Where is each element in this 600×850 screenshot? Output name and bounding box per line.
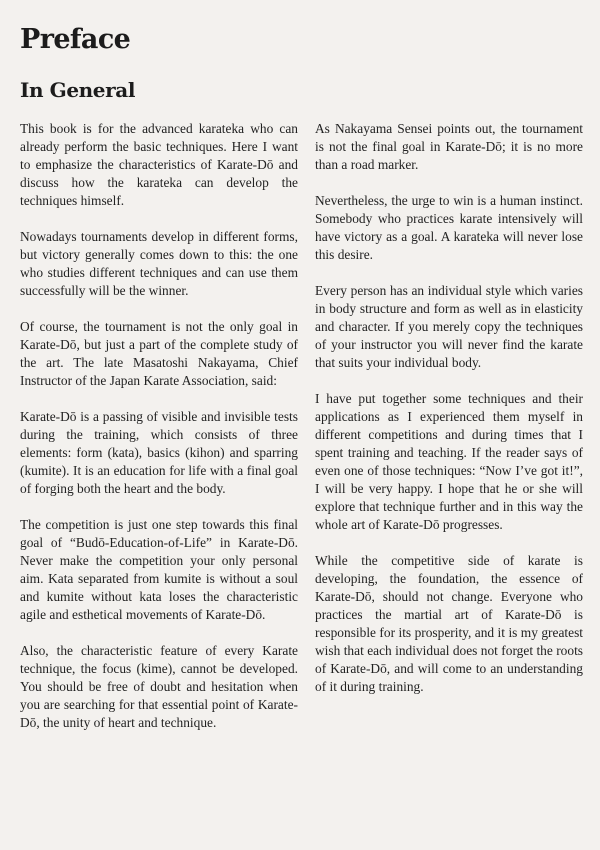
paragraph: Nevertheless, the urge to win is a human instinct. Somebody who practices karate intensively will have victory as a goal. A karateka will never lose this desire. xyxy=(315,193,583,262)
paragraph: While the competitive side of karate is developing, the foundation, the essence of Karate-Dō, should not change. Everyone who practices the martial art of Karate-Dō is responsible for its prosperity, and it is my greatest wish that each individual does not forget the roots of Karate-Dō, and will come to an understanding of it during training. xyxy=(315,553,583,694)
paragraph: Nowadays tournaments develop in different forms, but victory generally comes down to this: the one who studies different techniques and can use them successfully will be the winner. xyxy=(20,229,298,298)
page-title: Preface xyxy=(20,24,131,55)
left-text-column xyxy=(20,120,298,750)
paragraph: As Nakayama Sensei points out, the tournament is not the final goal in Karate-Dō; it is no more than a road marker. xyxy=(315,121,583,172)
paragraph: The competition is just one step towards this final goal of “Budō-Education-of-Life” in Karate-Dō. Never make the competition your only personal aim. Kata separated from kumite is without a soul and kumite without kata loses the characteristic agile and esthetical movements of Karate-Dō. xyxy=(20,517,298,622)
paragraph: Every person has an individual style which varies in body structure and form as well as in elasticity and character. If you merely copy the techniques of your instructor you will never find the karate that suits your individual body. xyxy=(315,283,583,370)
section-heading: In General xyxy=(20,78,136,102)
paragraph: Also, the characteristic feature of every Karate technique, the focus (kime), cannot be developed. You should be free of doubt and hesitation when you are searching for that essential point of Karate-Dō, the unity of heart and technique. xyxy=(20,643,298,730)
paragraph: This book is for the advanced karateka who can already perform the basic techniques. Here I want to emphasize the characteristics of Karate-Dō and discuss how the karateka can develop the techniques himself. xyxy=(20,121,298,208)
paragraph: I have put together some techniques and their applications as I experienced them myself in different competitions and during times that I spent training and teaching. If the reader says of even one of those techniques: “Now I’ve got it!”, I will be very happy. I hope that he or she will explore that technique further and in this way the whole art of Karate-Dō progresses. xyxy=(315,391,583,532)
paragraph: Of course, the tournament is not the only goal in Karate-Dō, but just a part of the complete study of the art. The late Masatoshi Nakayama, Chief Instructor of the Japan Karate Association, said: xyxy=(20,319,298,388)
quote-paragraph: Karate-Dō is a passing of visible and invisible tests during the training, which consists of three elements: form (kata), basics (kihon) and sparring (kumite). It is an education for life with a final goal of forging both the heart and the body. xyxy=(20,409,298,496)
right-text-column xyxy=(315,120,583,714)
